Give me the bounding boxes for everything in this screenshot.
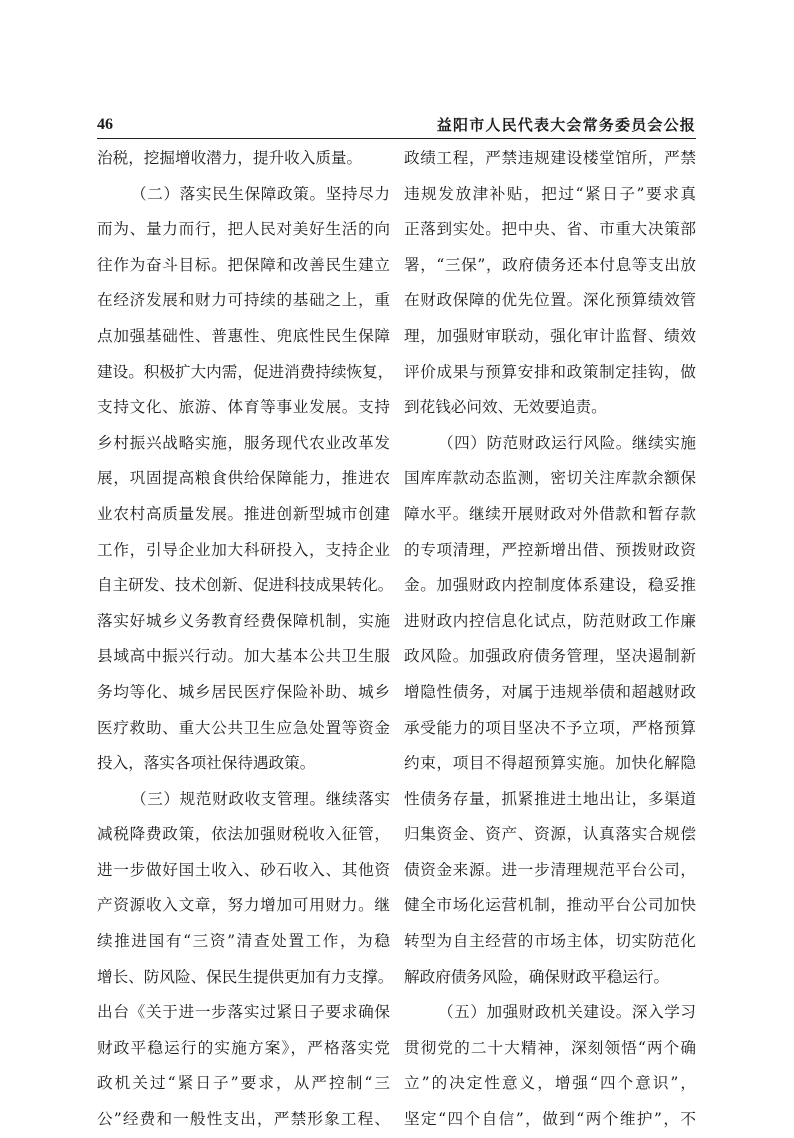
line-text: 自主研发、技术创新、促进科技成果转化。 — [97, 576, 394, 595]
text-line — [404, 248, 696, 284]
text-line — [97, 461, 390, 497]
line-text: 深入学习 — [631, 1003, 696, 1022]
text-line — [97, 1031, 390, 1067]
text-line — [97, 355, 394, 391]
text-line — [97, 1102, 390, 1138]
line-text: 障水平。继续开展财政对外借款和暂存款 — [404, 504, 696, 523]
text-line — [97, 639, 390, 675]
line-text: 在财政保障的优先位置。深化预算绩效管 — [404, 291, 696, 310]
text-line — [404, 355, 696, 391]
text-line — [404, 533, 696, 569]
text-line — [404, 461, 696, 497]
text-line — [97, 497, 390, 533]
line-text: 债资金来源。进一步清理规范平台公司， — [404, 860, 696, 879]
line-text: 政绩工程，严禁违规建设楼堂馆所，严禁 — [404, 149, 696, 167]
line-text: 贯彻党的二十大精神，深刻领悟“两个确 — [404, 1038, 696, 1057]
text-line — [404, 639, 696, 675]
line-text: 减税降费政策，依法加强财税收入征管， — [97, 825, 390, 844]
text-line — [97, 746, 390, 782]
line-text: 政机关过“紧日子”要求，从严控制“三 — [97, 1074, 390, 1093]
text-line — [404, 568, 696, 604]
line-text: 建设。积极扩大内需，促进消费持续恢复， — [97, 362, 394, 381]
line-text: 政风险。加强政府债务管理，坚决遏制新 — [404, 647, 696, 666]
line-text: 进财政内控信息化试点，防范财政工作廉 — [404, 611, 696, 630]
text-line — [404, 1102, 696, 1138]
line-text: 落实好城乡义务教育经费保障机制，实施 — [97, 611, 390, 630]
text-line — [97, 568, 394, 604]
line-text: 坚定“四个自信”，做到“两个维护”，不 — [404, 1110, 696, 1129]
text-line — [404, 960, 696, 996]
line-text: 投入，落实各项社保待遇政策。 — [97, 754, 316, 773]
line-text: 归集资金、资产、资源，认真落实合规偿 — [404, 825, 696, 844]
text-line — [97, 853, 390, 889]
text-line — [97, 212, 390, 248]
text-line — [97, 782, 390, 818]
line-text: 工作，引导企业加大科研投入，支持企业 — [97, 540, 390, 559]
text-line — [97, 319, 390, 355]
text-line — [404, 283, 696, 319]
text-line — [404, 675, 696, 711]
line-text: 续推进国有“三资”清查处置工作，为稳 — [97, 932, 390, 951]
line-text: 转型为自主经营的市场主体，切实防范化 — [404, 932, 696, 951]
text-line — [404, 604, 696, 640]
text-line — [97, 177, 390, 213]
text-line — [97, 390, 390, 426]
line-text: 到花钱必问效、无效要追责。 — [404, 398, 607, 417]
text-line — [404, 319, 696, 355]
line-text: 治税，挖掘增收潜力，提升收入质量。 — [97, 149, 363, 167]
line-text: 在经济发展和财力可持续的基础之上，重 — [97, 291, 390, 310]
line-text: 署，“三保”，政府债务还本付息等支出放 — [404, 255, 696, 274]
section-heading: （三）规范财政收支管理。 — [131, 789, 326, 808]
text-line — [97, 995, 390, 1031]
section-heading: （二）落实民生保障政策。 — [131, 184, 326, 203]
text-line — [97, 711, 390, 747]
line-text: 的专项清理，严控新增出借、预拨财政资 — [404, 540, 696, 559]
line-text: 坚持尽力 — [325, 184, 390, 203]
right-column — [404, 141, 696, 1138]
line-text: 理，加强财审联动，强化审计监督、绩效 — [404, 326, 696, 345]
line-text: 金。加强财政内控制度体系建设，稳妥推 — [404, 576, 696, 595]
line-text: 增长、防风险、保民生提供更加有力支撑。 — [97, 967, 394, 986]
page-header — [97, 114, 696, 138]
text-line — [404, 141, 696, 177]
line-text: 点加强基础性、普惠性、兜底性民生保障 — [97, 326, 390, 345]
line-text: 公”经费和一般性支出，严禁形象工程、 — [97, 1110, 390, 1129]
line-text: 评价成果与预算安排和政策制定挂钩，做 — [404, 362, 696, 381]
text-line — [97, 141, 390, 177]
line-text: 财政平稳运行的实施方案》，严格落实党 — [97, 1038, 390, 1057]
line-text: 违规发放津补贴，把过“紧日子”要求真 — [404, 184, 696, 203]
line-text: 医疗救助、重大公共卫生应急处置等资金 — [97, 718, 390, 737]
line-text: 健全市场化运营机制，推动平台公司加快 — [404, 896, 696, 915]
line-text: 立”的决定性意义，增强“四个意识”， — [404, 1074, 696, 1093]
line-text: 产资源收入文章，努力增加可用财力。继 — [97, 896, 390, 915]
line-text: 出台《关于进一步落实过紧日子要求确保 — [97, 1003, 390, 1022]
page-number: 46 — [97, 116, 113, 133]
line-text: 承受能力的项目坚决不予立项，严格预算 — [404, 718, 696, 737]
line-text: 展，巩固提高粮食供给保障能力，推进农 — [97, 469, 390, 488]
line-text: 继续落实 — [325, 789, 390, 808]
text-line — [404, 212, 696, 248]
line-text: 国库库款动态监测，密切关注库款余额保 — [404, 469, 696, 488]
text-line — [97, 888, 390, 924]
line-text: 业农村高质量发展。推进创新型城市创建 — [97, 504, 390, 523]
line-text: 务均等化、城乡居民医疗保险补助、城乡 — [97, 682, 390, 701]
text-line — [404, 888, 696, 924]
text-line — [404, 497, 696, 533]
text-line — [404, 746, 696, 782]
text-line — [404, 390, 696, 426]
text-line — [97, 817, 390, 853]
line-text: 支持文化、旅游、体育等事业发展。支持 — [97, 398, 390, 417]
text-line — [404, 782, 696, 818]
text-line — [97, 283, 390, 319]
text-line — [404, 853, 696, 889]
text-line — [97, 924, 390, 960]
section-heading: （五）加强财政机关建设。 — [438, 1003, 632, 1022]
journal-title: 益阳市人民代表大会常务委员会公报 — [436, 116, 696, 134]
text-line — [404, 924, 696, 960]
text-line — [97, 426, 390, 462]
line-text: 乡村振兴战略实施，服务现代农业改革发 — [97, 433, 390, 452]
line-text: 正落到实处。把中央、省、市重大决策部 — [404, 220, 696, 239]
text-line — [404, 711, 696, 747]
line-text: 解政府债务风险，确保财政平稳运行。 — [404, 967, 670, 986]
header-rule — [97, 138, 696, 139]
line-text: 进一步做好国土收入、砂石收入、其他资 — [97, 860, 390, 879]
line-text: 县域高中振兴行动。加大基本公共卫生服 — [97, 647, 390, 666]
text-line — [404, 995, 696, 1031]
text-line — [97, 675, 390, 711]
text-line — [404, 817, 696, 853]
line-text: 而为、量力而行，把人民对美好生活的向 — [97, 220, 390, 239]
text-line — [97, 960, 394, 996]
left-column — [97, 141, 394, 1138]
text-line — [97, 604, 390, 640]
line-text: 继续实施 — [631, 433, 696, 452]
line-text: 约束，项目不得超预算实施。加快化解隐 — [404, 754, 696, 773]
line-text: 增隐性债务，对属于违规举债和超越财政 — [404, 682, 696, 701]
text-line — [97, 248, 390, 284]
line-text: 往作为奋斗目标。把保障和改善民生建立 — [97, 255, 390, 274]
text-line — [404, 1031, 696, 1067]
line-text: 性债务存量，抓紧推进土地出让，多渠道 — [404, 789, 696, 808]
text-line — [404, 426, 696, 462]
section-heading: （四）防范财政运行风险。 — [438, 433, 632, 452]
text-line — [404, 177, 696, 213]
text-line — [97, 533, 390, 569]
text-line — [97, 1066, 390, 1102]
text-line — [404, 1066, 696, 1102]
